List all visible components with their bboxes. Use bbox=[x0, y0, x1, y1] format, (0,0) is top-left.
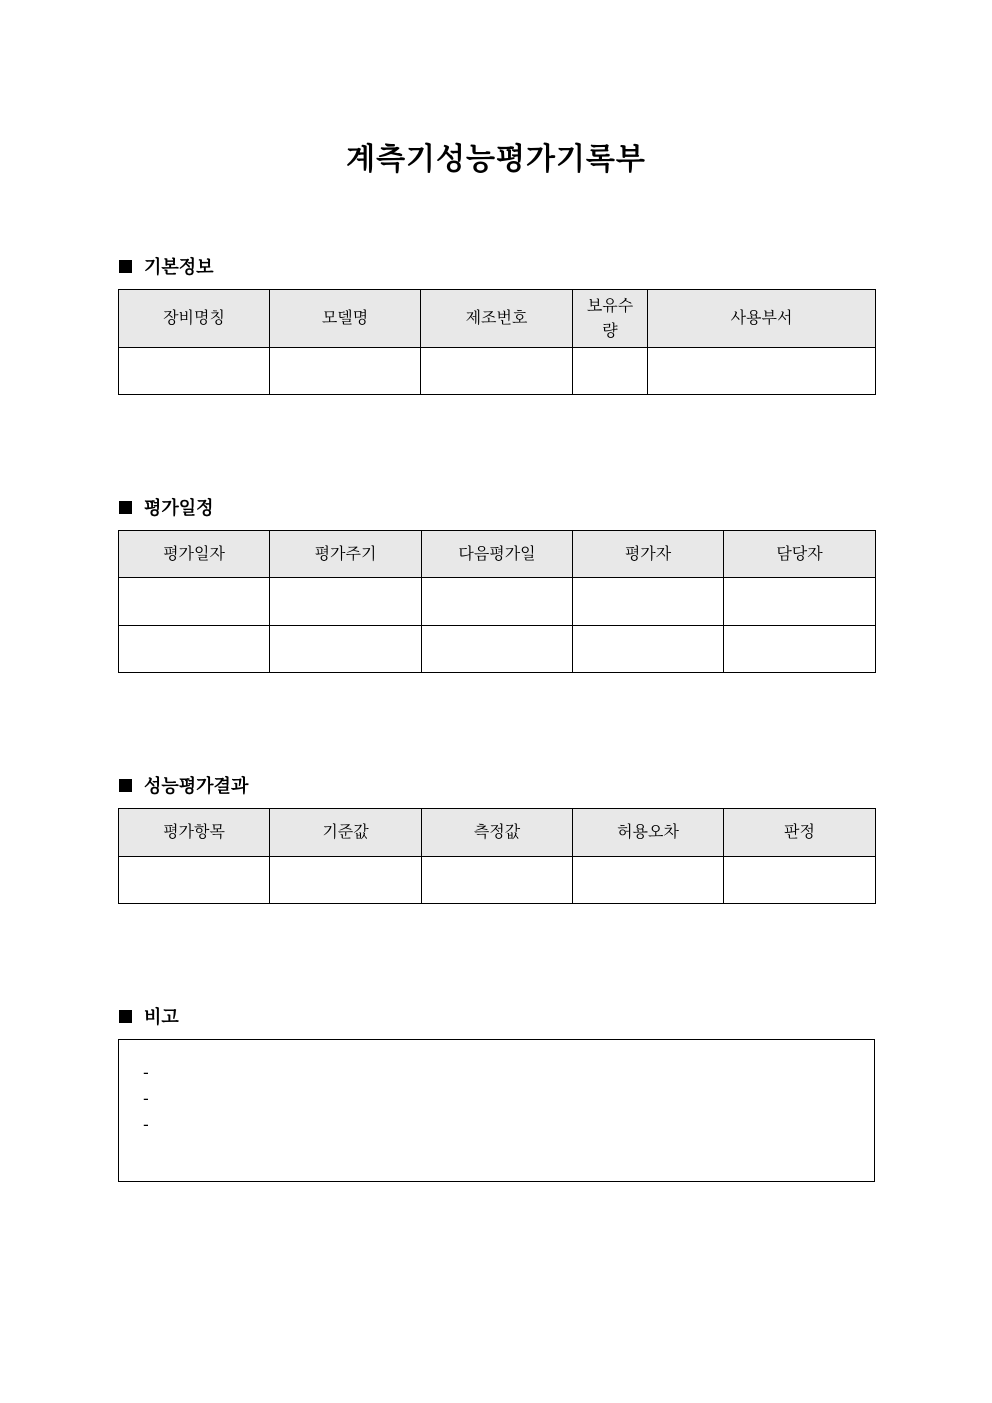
column-header-evaluation-item: 평가항목 bbox=[119, 809, 270, 857]
remarks-list bbox=[143, 1060, 149, 1138]
column-header-serial-number: 제조번호 bbox=[421, 290, 573, 348]
results-table bbox=[118, 808, 876, 904]
square-bullet-icon bbox=[119, 260, 132, 273]
input-cell[interactable] bbox=[422, 857, 573, 904]
input-cell[interactable] bbox=[573, 857, 724, 904]
section-heading-schedule bbox=[119, 494, 214, 520]
square-bullet-icon bbox=[119, 1010, 132, 1023]
table-header-row bbox=[119, 531, 876, 578]
input-cell[interactable] bbox=[270, 626, 422, 673]
input-cell-equipment-name[interactable] bbox=[119, 348, 270, 395]
section-heading-label: 성능평가결과 bbox=[144, 776, 249, 797]
column-header-tolerance: 허용오차 bbox=[573, 809, 724, 857]
section-heading-label: 비고 bbox=[144, 1007, 179, 1028]
input-cell[interactable] bbox=[724, 578, 876, 626]
input-cell-model-name[interactable] bbox=[270, 348, 421, 395]
remarks-item: - bbox=[143, 1115, 149, 1134]
column-header-judgement: 판정 bbox=[724, 809, 876, 857]
column-header-measured-value: 측정값 bbox=[422, 809, 573, 857]
table-header-row bbox=[119, 290, 876, 348]
table-row bbox=[119, 626, 876, 673]
input-cell[interactable] bbox=[119, 626, 270, 673]
input-cell[interactable] bbox=[270, 857, 422, 904]
remarks-item: - bbox=[143, 1063, 149, 1082]
input-cell[interactable] bbox=[119, 578, 270, 626]
input-cell-serial-number[interactable] bbox=[421, 348, 573, 395]
column-header-reference-value: 기준값 bbox=[270, 809, 422, 857]
input-cell-department[interactable] bbox=[648, 348, 876, 395]
column-header-next-evaluation-date: 다음평가일 bbox=[422, 531, 573, 578]
section-heading-basic-info bbox=[119, 253, 214, 279]
section-heading-remarks bbox=[119, 1003, 179, 1029]
column-header-equipment-name: 장비명칭 bbox=[119, 290, 270, 348]
table-header-row bbox=[119, 809, 876, 857]
column-header-quantity: 보유수량 bbox=[573, 290, 648, 348]
column-header-model-name: 모델명 bbox=[270, 290, 421, 348]
basic-info-table bbox=[118, 289, 876, 395]
input-cell[interactable] bbox=[119, 857, 270, 904]
column-header-person-in-charge: 담당자 bbox=[724, 531, 876, 578]
input-cell[interactable] bbox=[724, 626, 876, 673]
square-bullet-icon bbox=[119, 501, 132, 514]
square-bullet-icon bbox=[119, 779, 132, 792]
page-title: 계측기성능평가기록부 bbox=[346, 142, 646, 177]
table-row bbox=[119, 578, 876, 626]
input-cell[interactable] bbox=[422, 578, 573, 626]
input-cell[interactable] bbox=[573, 578, 724, 626]
remarks-item: - bbox=[143, 1089, 149, 1108]
input-cell[interactable] bbox=[270, 578, 422, 626]
section-heading-label: 평가일정 bbox=[144, 498, 214, 519]
table-row bbox=[119, 348, 876, 395]
column-header-department: 사용부서 bbox=[648, 290, 876, 348]
column-header-evaluation-cycle: 평가주기 bbox=[270, 531, 422, 578]
remarks-box[interactable] bbox=[118, 1039, 875, 1182]
input-cell[interactable] bbox=[573, 626, 724, 673]
section-heading-results bbox=[119, 772, 248, 798]
column-header-evaluation-date: 평가일자 bbox=[119, 531, 270, 578]
input-cell[interactable] bbox=[724, 857, 876, 904]
input-cell-quantity[interactable] bbox=[573, 348, 648, 395]
schedule-table bbox=[118, 530, 876, 673]
section-heading-label: 기본정보 bbox=[144, 257, 214, 278]
column-header-evaluator: 평가자 bbox=[573, 531, 724, 578]
table-row bbox=[119, 857, 876, 904]
input-cell[interactable] bbox=[422, 626, 573, 673]
